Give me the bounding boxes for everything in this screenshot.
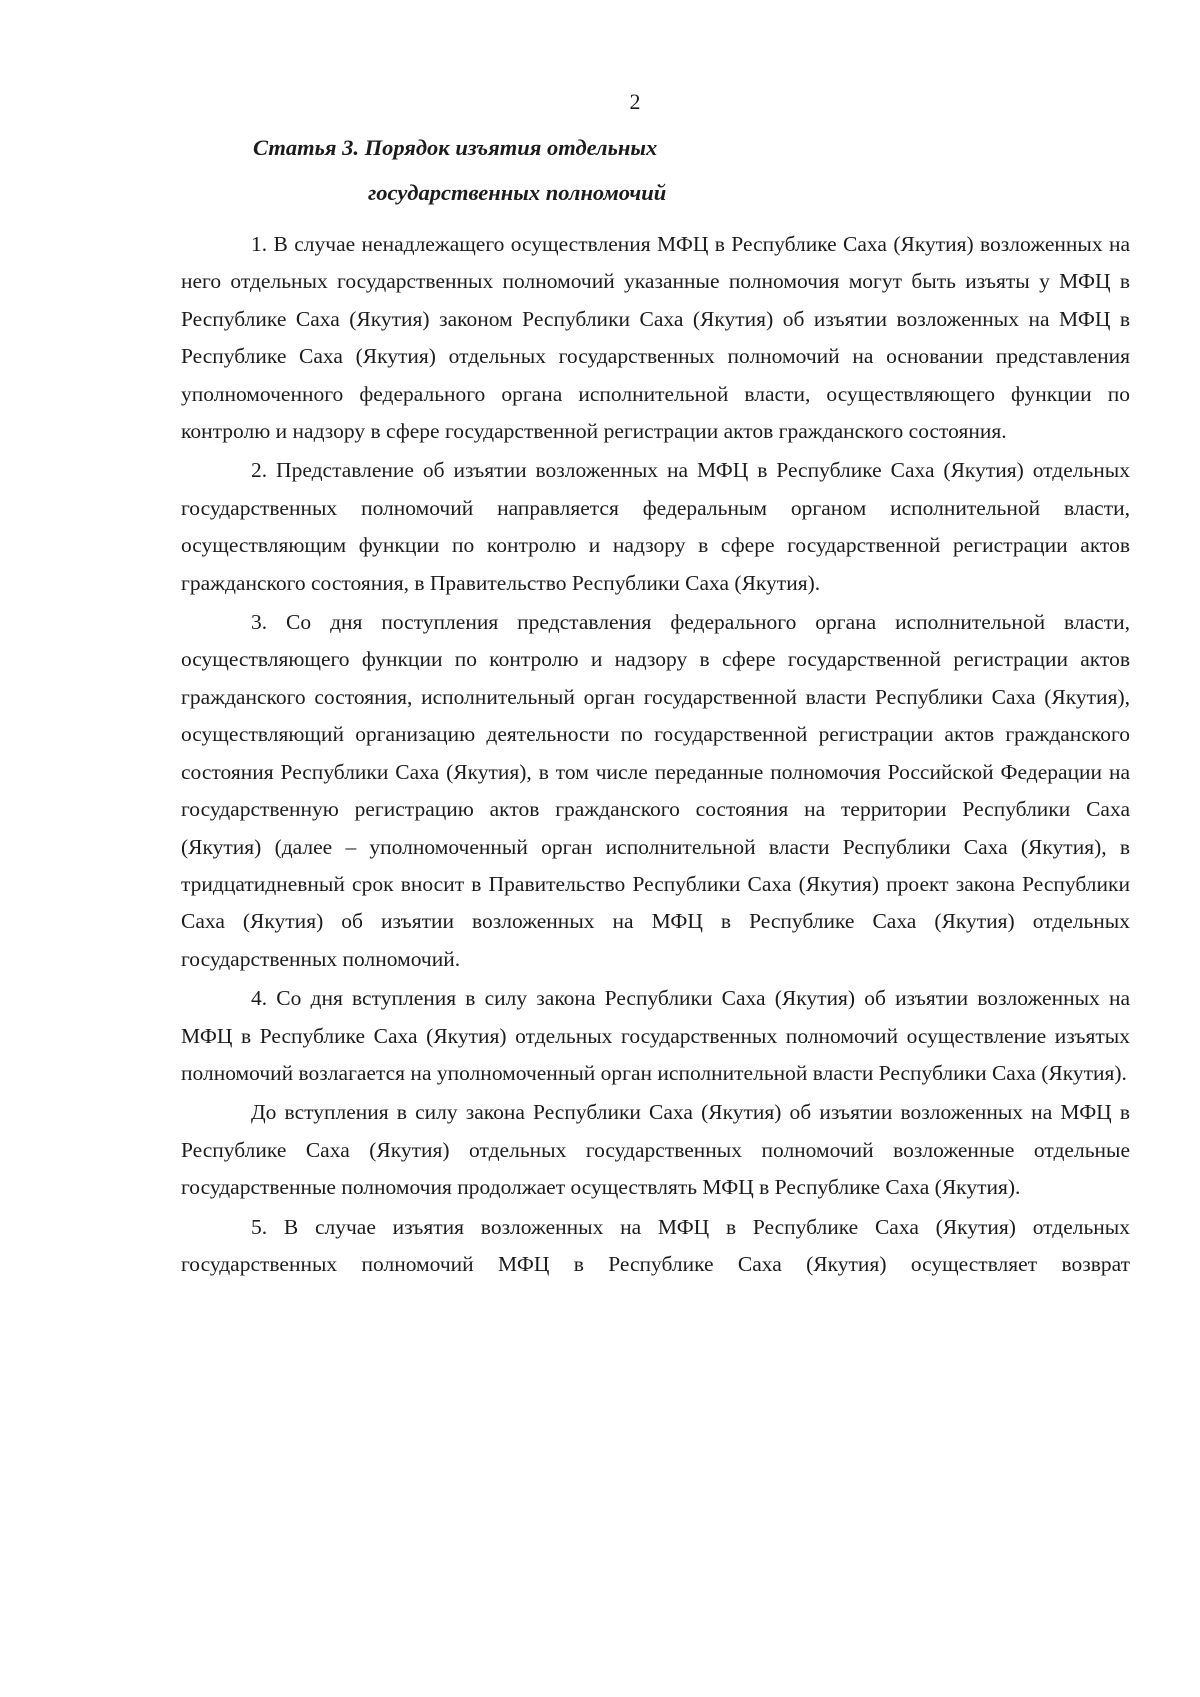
paragraph-4: 4. Со дня вступления в силу закона Республики Саха (Якутия) об изъятии возложенных на МФЦ в Республике Саха (Якутия) отдельных государственных полномочий осуществление изъятых полномочий возлагается на уполномоченный орган исполнительной власти Республики Саха (Якутия). [181,986,1130,1085]
paragraph-6: 5. В случае изъятия возложенных на МФЦ в Республике Саха (Якутия) отдельных государственных полномочий МФЦ в Республике Саха (Якутия) осуществляет возврат [181,1214,1130,1276]
paragraph-2: 2. Представление об изъятии возложенных на МФЦ в Республике Саха (Якутия) отдельных государственных полномочий направляется федеральным органом исполнительной власти, осуществляющим функции по контролю и надзору в сфере государственной регистрации актов гражданского состояния, в Правительство Республики Саха (Якутия). [181,458,1130,595]
paragraph-5: До вступления в силу закона Республики Саха (Якутия) об изъятии возложенных на МФЦ в Республике Саха (Якутия) отдельных государственных полномочий возложенные отдельные государственные полномочия продолжает осуществлять МФЦ в Республике Саха (Якутия). [181,1100,1130,1200]
paragraph-3: 3. Со дня поступления представления федерального органа исполнительной власти, осуществляющего функции по контролю и надзору в сфере государственной регистрации актов гражданского состояния, исполнительный орган государственной власти Республики Саха (Якутия), осуществляющий организацию деятельности по государственной регистрации актов гражданского состояния Республики Саха (Якутия), в том числе переданные полномочия Российской Федерации на государственную регистрацию актов гражданского состояния на территории Республики Саха (Якутия) (далее – уполномоченный орган исполнительной власти Республики Саха (Якутия), в тридцатидневный срок вносит в Правительство Республики Саха (Якутия) проект закона Республики Саха (Якутия) об изъятии возложенных на МФЦ в Республике Саха (Якутия) отдельных государственных полномочий. [181,610,1130,971]
page-number: 2 [629,89,641,114]
article-heading-line-1: Статья 3. Порядок изъятия отдельных [253,135,658,160]
article-heading-line-2: государственных полномочий [368,180,667,205]
article-body [181,226,1130,1285]
paragraph-1: 1. В случае ненадлежащего осуществления МФЦ в Республике Саха (Якутия) возложенных на него отдельных государственных полномочий указанные полномочия могут быть изъяты у МФЦ в Республике Саха (Якутия) законом Республики Саха (Якутия) об изъятии возложенных на МФЦ в Республике Саха (Якутия) отдельных государственных полномочий на основании представления уполномоченного федерального органа исполнительной власти, осуществляющего функции по контролю и надзору в сфере государственной регистрации актов гражданского состояния. [181,232,1130,444]
